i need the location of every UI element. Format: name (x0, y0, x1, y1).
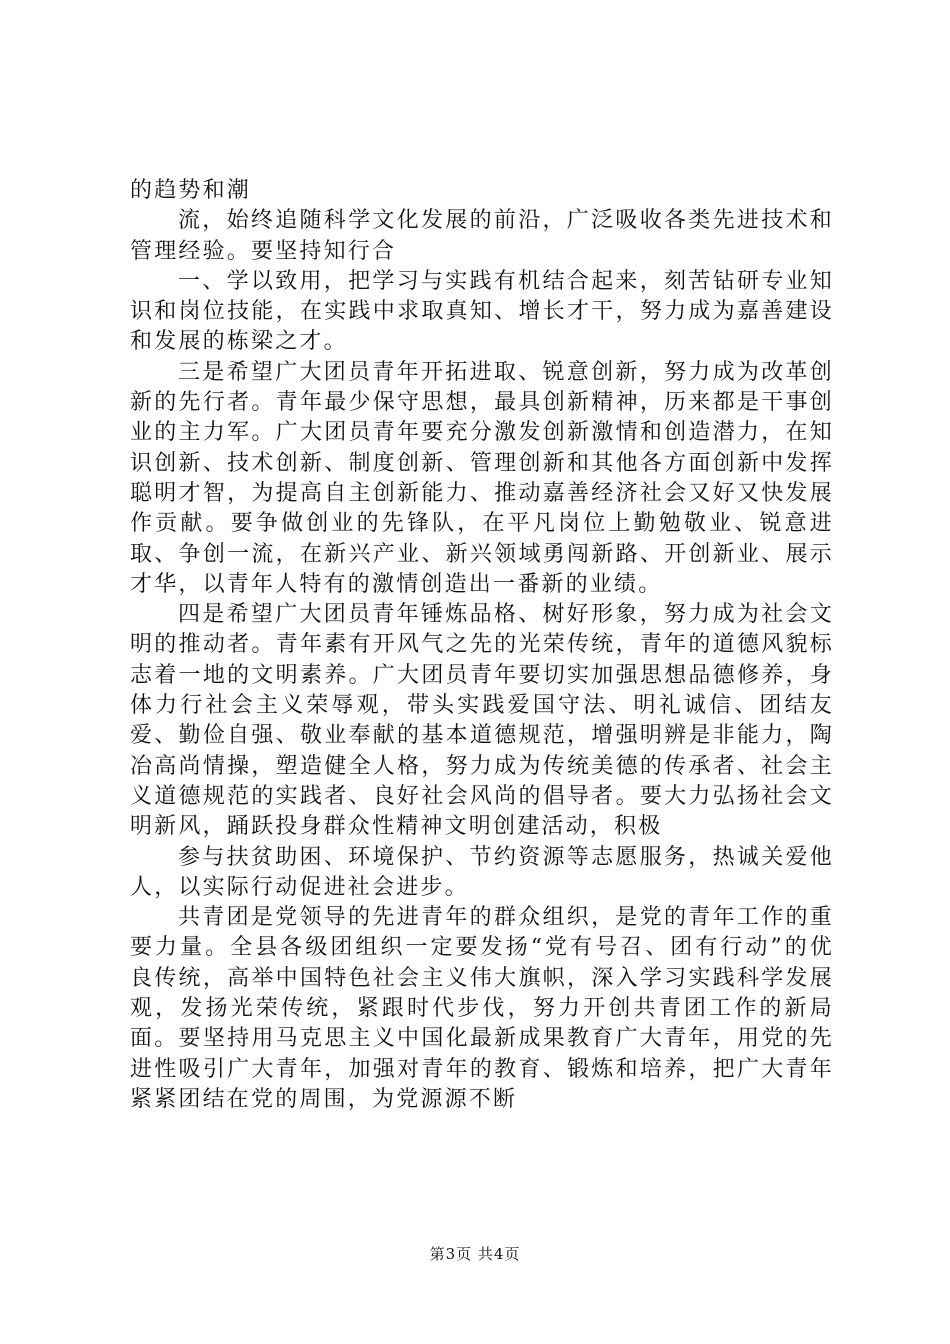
paragraph-7: 共青团是党领导的先进青年的群众组织，是党的青年工作的重要力量。全县各级团组织一定要发扬“党有号召、团有行动”的优良传统，高举中国特色社会主义伟大旗帜，深入学习实践科学发展观，发扬光荣传统，紧跟时代步伐，努力开创共青团工作的新局面。要坚持用马克思主义中国化最新成果教育广大青年，用党的先进性吸引广大青年，加强对青年的教育、锻炼和培养，把广大青年紧紧团结在党的周围，为党源源不断 (130, 905, 834, 1112)
document-body (130, 176, 834, 1115)
paragraph-6: 参与扶贫助困、环境保护、节约资源等志愿服务，热诚关爱他人，以实际行动促进社会进步。 (130, 844, 834, 900)
paragraph-2: 流，始终追随科学文化发展的前沿，广泛吸收各类先进技术和管理经验。要坚持知行合 (130, 208, 834, 264)
paragraph-5: 四是希望广大团员青年锤炼品格、树好形象，努力成为社会文明的推动者。青年素有开风气之先的光荣传统，青年的道德风貌标志着一地的文明素养。广大团员青年要切实加强思想品德修养，身体力行社会主义荣辱观，带头实践爱国守法、明礼诚信、团结友爱、勤俭自强、敬业奉献的基本道德规范，增强明辨是非能力，陶冶高尚情操，塑造健全人格，努力成为传统美德的传承者、社会主义道德规范的实践者、良好社会风尚的倡导者。要大力弘扬社会文明新风，踊跃投身群众性精神文明创建活动，积极 (130, 602, 834, 840)
paragraph-1: 的趋势和潮 (130, 178, 252, 203)
paragraph-4: 三是希望广大团员青年开拓进取、锐意创新，努力成为改革创新的先行者。青年最少保守思想，最具创新精神，历来都是干事创业的主力军。广大团员青年要充分激发创新激情和创造潜力，在知识创新、技术创新、制度创新、管理创新和其他各方面创新中发挥聪明才智，为提高自主创新能力、推动嘉善经济社会又好又快发展作贡献。要争做创业的先锋队，在平凡岗位上勤勉敬业、锐意进取、争创一流，在新兴产业、新兴领域勇闯新路、开创新业、展示才华，以青年人特有的激情创造出一番新的业绩。 (130, 359, 834, 597)
page-footer: 第3页 共4页 (429, 1245, 521, 1263)
paragraph-3: 一、学以致用，把学习与实践有机结合起来，刻苦钻研专业知识和岗位技能，在实践中求取真知、增长才干，努力成为嘉善建设和发展的栋梁之才。 (130, 268, 834, 355)
